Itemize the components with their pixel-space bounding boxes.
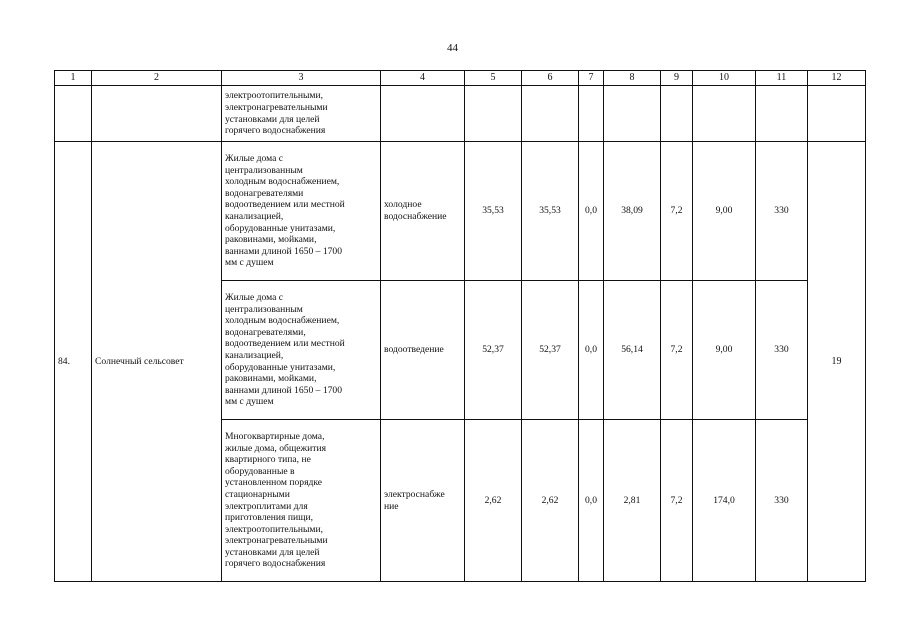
value-cell: 330	[756, 420, 808, 582]
value-cell: 7,2	[661, 420, 693, 582]
value-cell: 330	[756, 281, 808, 420]
column-header: 9	[661, 71, 693, 86]
service-cell: электроснабже ние	[381, 420, 465, 582]
empty-cell	[756, 86, 808, 142]
value-cell: 52,37	[465, 281, 522, 420]
column-header: 10	[693, 71, 756, 86]
value-cell: 7,2	[661, 281, 693, 420]
value-cell: 9,00	[693, 142, 756, 281]
total-cell: 19	[808, 142, 866, 582]
value-cell: 330	[756, 142, 808, 281]
column-header: 5	[465, 71, 522, 86]
service-cell: холодное водоснабжение	[381, 142, 465, 281]
empty-cell	[579, 86, 604, 142]
value-cell: 7,2	[661, 142, 693, 281]
column-header: 3	[222, 71, 381, 86]
column-header: 12	[808, 71, 866, 86]
value-cell: 9,00	[693, 281, 756, 420]
empty-cell	[808, 86, 866, 142]
column-header: 2	[92, 71, 222, 86]
service-cell: водоотведение	[381, 281, 465, 420]
empty-cell	[381, 86, 465, 142]
empty-cell	[522, 86, 579, 142]
column-header: 1	[55, 71, 92, 86]
value-cell: 0,0	[579, 281, 604, 420]
value-cell: 0,0	[579, 420, 604, 582]
description-cell: Жилые дома с централизованным холодным водоснабжением, водонагревателями, водоотведением или местной канализацией, оборудованные унитазами, раковинами, мойками, ваннами длиной 1650 – 1700 мм с душем	[222, 281, 381, 420]
tariff-table	[54, 70, 866, 582]
value-cell: 35,53	[522, 142, 579, 281]
empty-cell	[661, 86, 693, 142]
empty-cell	[693, 86, 756, 142]
description-cell: электроотопительными, электронагревательными установками для целей горячего водоснабжения	[222, 86, 381, 142]
column-header: 8	[604, 71, 661, 86]
table-row	[55, 142, 866, 281]
value-cell: 0,0	[579, 142, 604, 281]
empty-cell	[604, 86, 661, 142]
continuation-row	[55, 86, 866, 142]
empty-cell	[55, 86, 92, 142]
value-cell: 52,37	[522, 281, 579, 420]
empty-cell	[465, 86, 522, 142]
description-cell: Многоквартирные дома, жилые дома, общежития квартирного типа, не оборудованные в установленном порядке стационарными электроплитами для приготовления пищи, электроотопительными, электронагревательными установками для целей горячего водоснабжения	[222, 420, 381, 582]
value-cell: 2,81	[604, 420, 661, 582]
column-header: 7	[579, 71, 604, 86]
value-cell: 174,0	[693, 420, 756, 582]
column-header: 11	[756, 71, 808, 86]
page-number: 44	[447, 42, 458, 54]
value-cell: 35,53	[465, 142, 522, 281]
column-number-row	[55, 71, 866, 86]
description-cell: Жилые дома с централизованным холодным водоснабжением, водонагревателями водоотведением или местной канализацией, оборудованные унитазами, раковинами, мойками, ваннами длиной 1650 – 1700 мм с душем	[222, 142, 381, 281]
value-cell: 2,62	[522, 420, 579, 582]
settlement-name: Солнечный сельсовет	[92, 142, 222, 582]
row-number: 84.	[55, 142, 92, 582]
value-cell: 56,14	[604, 281, 661, 420]
column-header: 4	[381, 71, 465, 86]
value-cell: 2,62	[465, 420, 522, 582]
column-header: 6	[522, 71, 579, 86]
empty-cell	[92, 86, 222, 142]
value-cell: 38,09	[604, 142, 661, 281]
